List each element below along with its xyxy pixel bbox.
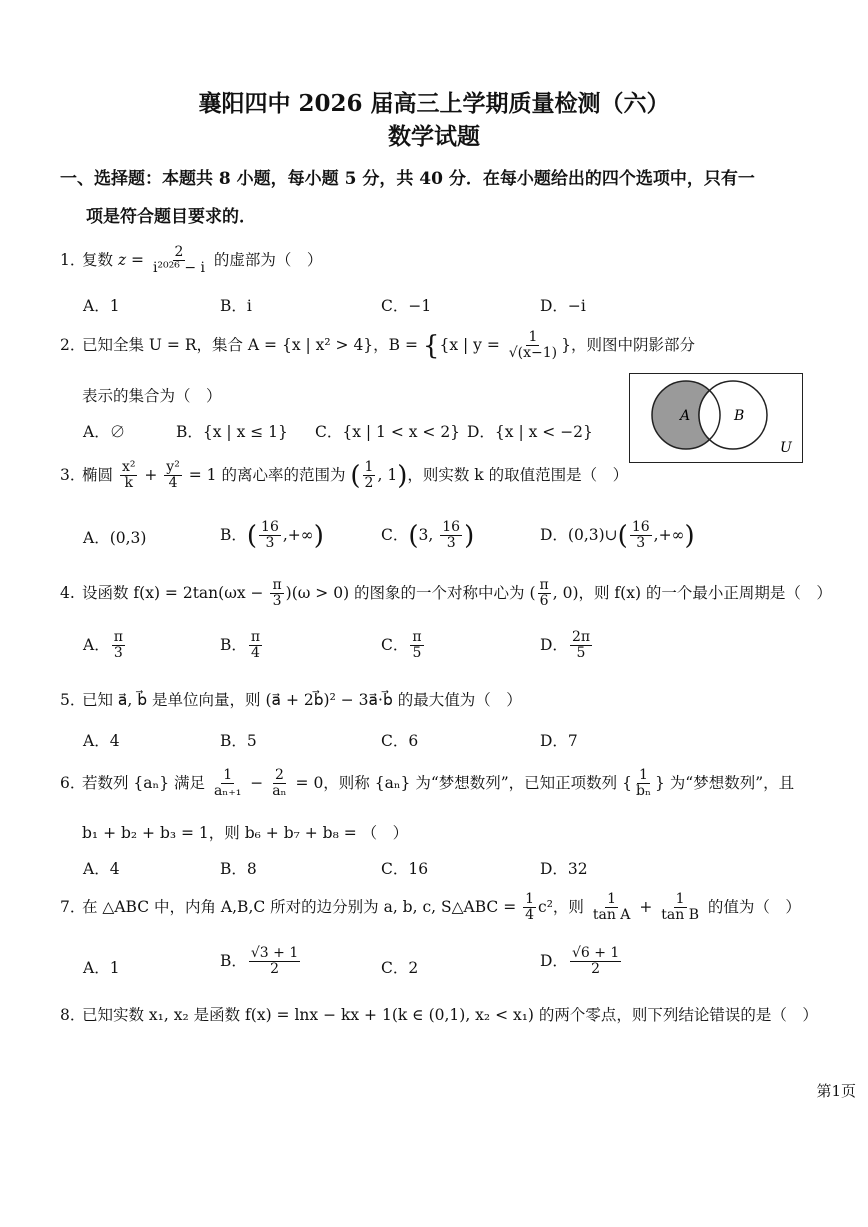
fraction-numerator: 16: [631, 519, 650, 535]
fraction-denominator: 4: [251, 645, 260, 662]
fraction-numerator: π: [113, 629, 123, 645]
question-5: [60, 688, 522, 710]
option-text: ,+∞: [282, 525, 314, 544]
option-a[interactable]: A．4: [83, 860, 120, 878]
fraction: [634, 768, 653, 800]
question-text: = 0，则称 {aₙ} 为“梦想数列”，已知正项数列 {: [290, 773, 632, 792]
fraction-numerator: 1: [607, 891, 617, 907]
fraction: [212, 768, 243, 800]
fraction: [410, 630, 423, 662]
fraction-denominator: k: [124, 475, 133, 492]
option-b[interactable]: [220, 630, 264, 662]
fraction-numerator: y²: [166, 459, 180, 475]
question-text: 已知 a⃗, b⃗ 是单位向量，则 (a⃗ + 2b⃗)² − 3a⃗·b⃗ 的最大值为（ ）: [82, 691, 522, 709]
fraction: [440, 520, 462, 552]
question-text: c²，则: [538, 897, 589, 916]
fraction-numerator: π: [412, 629, 422, 645]
fraction-numerator: π: [250, 629, 261, 645]
fraction-denominator: 3: [113, 645, 123, 662]
option-b[interactable]: B．i: [220, 297, 252, 315]
fraction: [538, 578, 551, 610]
question-8: [60, 1003, 818, 1025]
option-d[interactable]: [540, 946, 623, 978]
fraction-numerator: 1: [675, 891, 685, 907]
question-text: , 0)，则 f(x) 的一个最小正周期是（ ）: [552, 583, 832, 602]
fraction: [570, 946, 621, 978]
option-b[interactable]: B．{x | x ≤ 1}: [176, 423, 288, 441]
question-text: , 1: [377, 465, 398, 484]
fraction: [249, 630, 262, 662]
fraction-numerator: 2: [174, 244, 184, 260]
question-6: [60, 768, 794, 800]
exam-subtitle: 数学试题: [388, 123, 480, 150]
fraction-denominator: 3: [446, 535, 456, 552]
fraction-denominator: aₙ: [272, 783, 287, 800]
question-text: } 为“梦想数列”，且: [655, 773, 795, 792]
fraction-denominator: aₙ₊₁: [213, 783, 242, 800]
fraction-denominator: bₙ: [635, 783, 652, 800]
fraction-denominator: 2: [364, 475, 374, 492]
question-text: 复数: [82, 250, 118, 269]
question-text: )(ω > 0) 的图象的一个对称中心为 (: [285, 583, 536, 602]
fraction-numerator: 2π: [571, 629, 591, 645]
fraction: [591, 892, 633, 924]
question-number: 5．: [60, 691, 86, 709]
fraction-denominator: 4: [525, 907, 535, 924]
option-label: D．(0,3)∪: [540, 525, 618, 544]
question-number: 3．: [60, 465, 86, 484]
question-6-line2: b₁ + b₂ + b₃ = 1，则 b₆ + b₇ + b₈ = （ ）: [82, 824, 409, 842]
fraction: [363, 460, 376, 492]
option-a[interactable]: A．4: [83, 732, 120, 750]
question-number: 2．: [60, 335, 86, 354]
option-c[interactable]: C．−1: [381, 297, 432, 315]
fraction-denominator: 5: [576, 645, 586, 662]
question-text: −: [245, 773, 269, 792]
fraction: [570, 630, 592, 662]
section-heading-line1: 一、选择题：本题共 8 小题，每小题 5 分，共 40 分．在每小题给出的四个选项中，只有一: [60, 169, 755, 189]
option-a[interactable]: A．(0,3): [83, 529, 147, 547]
fraction-denominator: tan A: [592, 907, 631, 924]
fraction-denominator: 3: [265, 535, 275, 552]
option-b[interactable]: [220, 946, 302, 978]
question-2-line2: 表示的集合为（ ）: [82, 387, 222, 405]
question-text: 椭圆: [82, 465, 118, 484]
question-7: [60, 892, 801, 924]
option-label: C．: [381, 525, 409, 544]
question-text: 已知全集 U = R，集合 A = {x | x² > 4}，B =: [82, 335, 423, 354]
question-text: = 1 的离心率的范围为: [183, 465, 351, 484]
question-text: }: [561, 335, 571, 354]
question-number: 8．: [60, 1006, 86, 1024]
fraction: [270, 578, 283, 610]
question-text: +: [634, 897, 658, 916]
fraction: [259, 520, 281, 552]
option-b[interactable]: B．5: [220, 732, 257, 750]
fraction: [523, 892, 536, 924]
fraction-denominator: 2: [270, 961, 280, 978]
option-a[interactable]: A．1: [83, 297, 120, 315]
option-text: ,+∞: [653, 525, 685, 544]
fraction-numerator: 1: [223, 767, 233, 783]
fraction: [151, 245, 207, 277]
question-text: ，则图中阴影部分: [571, 335, 696, 354]
fraction-denominator: 3: [272, 593, 282, 610]
fraction-numerator: 1: [364, 459, 374, 475]
fraction: [249, 946, 300, 978]
option-d[interactable]: D．{x | x < −2}: [467, 423, 593, 441]
fraction-denominator: 2: [591, 961, 601, 978]
question-text: 若数列 {aₙ} 满足: [82, 773, 210, 792]
question-number: 4.: [60, 583, 75, 602]
question-text: ，则实数 k 的取值范围是（ ）: [407, 465, 629, 484]
fraction: [507, 330, 559, 362]
fraction-numerator: 16: [261, 519, 279, 535]
universe-label: U: [780, 440, 792, 456]
question-4: [60, 578, 832, 610]
fraction-denominator: 5: [412, 645, 422, 662]
option-a[interactable]: A．∅: [83, 423, 126, 441]
set-a-label: A: [680, 408, 691, 424]
option-label: D．: [540, 951, 568, 970]
set-b-label: B: [734, 408, 745, 424]
option-b[interactable]: B．8: [220, 860, 257, 878]
question-text: +: [139, 465, 163, 484]
option-c[interactable]: [381, 630, 426, 662]
option-label: D．: [540, 635, 568, 654]
option-text: 3,: [418, 525, 439, 544]
option-label: B．: [220, 525, 247, 544]
section-heading-line2: 项是符合题目要求的．: [86, 207, 256, 227]
option-d[interactable]: D．32: [540, 860, 588, 878]
option-b[interactable]: B．( $\frac{16}{3}$ ,+∞): [220, 519, 324, 552]
option-label: A．: [83, 635, 110, 654]
question-text: 已知实数 x₁, x₂ 是函数 f(x) = lnx − kx + 1(k ∈ (0,1), x₂ < x₁) 的两个零点，则下列结论错误的是（ ）: [82, 1006, 818, 1024]
option-label: B．: [220, 951, 247, 970]
fraction: [120, 460, 138, 492]
fraction: [112, 630, 125, 662]
option-c[interactable]: C．(3, $\frac{16}{3}$ ): [381, 519, 475, 552]
fraction: [659, 892, 701, 924]
fraction-numerator: 16: [442, 519, 461, 535]
fraction-numerator: π: [539, 577, 549, 593]
question-number: 1．: [60, 250, 86, 269]
option-c[interactable]: C．{x | 1 < x < 2}: [315, 423, 461, 441]
fraction-denominator: tan B: [661, 907, 699, 924]
fraction-denominator: √(x−1): [508, 345, 558, 362]
option-c[interactable]: C．6: [381, 732, 419, 750]
page-number: 第1页: [816, 1082, 856, 1100]
section-heading: [60, 160, 830, 236]
fraction-numerator: π: [272, 577, 282, 593]
fraction-denominator: 4: [168, 475, 178, 492]
option-d[interactable]: D．7: [540, 732, 578, 750]
question-1: [60, 245, 322, 277]
option-label: C．: [381, 635, 409, 654]
fraction-denominator: 6: [539, 593, 549, 610]
question-number: 7．: [60, 897, 86, 916]
option-a[interactable]: A．1: [83, 959, 120, 977]
venn-diagram: [629, 373, 803, 463]
fraction-numerator: √6 + 1: [571, 945, 620, 961]
option-c[interactable]: C．16: [381, 860, 429, 878]
fraction-numerator: 1: [528, 329, 538, 345]
fraction-denominator: 3: [636, 535, 646, 552]
fraction-numerator: √3 + 1: [250, 945, 299, 961]
venn-svg: [630, 374, 802, 462]
fraction-denominator: i²⁰²⁶ − i: [152, 260, 205, 277]
fraction: [630, 520, 652, 552]
question-2: 2．已知全集 U = R，集合 A = {x | x² > 4}，B = {{x | y = $\frac{1}{√(x-1)}$ }，则图中阴影部分: [60, 329, 696, 362]
fraction-numerator: x²: [121, 459, 136, 475]
question-text: 在 △ABC 中，内角 A,B,C 所对的边分别为 a, b, c, S△ABC =: [82, 897, 522, 916]
fraction-numerator: 1: [525, 891, 535, 907]
fraction: [270, 768, 288, 800]
fraction-numerator: 2: [274, 767, 284, 783]
option-d[interactable]: [540, 630, 594, 662]
question-text: 的虚部为（ ）: [209, 250, 323, 269]
question-text: 设函数 f(x) = 2tan(ωx −: [82, 583, 269, 602]
option-d[interactable]: D．(0,3)∪( $\frac{16}{3}$ ,+∞): [540, 519, 695, 552]
option-a[interactable]: [83, 630, 127, 662]
question-text: {x | y =: [439, 335, 505, 354]
option-d[interactable]: D．−i: [540, 297, 586, 315]
exam-title: 襄阳四中 2026 届高三上学期质量检测（六）: [198, 90, 670, 117]
question-text: 的值为（ ）: [703, 897, 801, 916]
question-number: 6．: [60, 773, 86, 792]
option-c[interactable]: C．2: [381, 959, 419, 977]
question-3: 3．椭圆 $\frac{\text{x²}}{k}$ + $\frac{\text{y²}}{4}$ = 1 的离心率的范围为 ( $\frac{1}{2}$ , 1)，则实数 k 的取值范围是（ ）: [60, 459, 629, 492]
fraction: [164, 460, 182, 492]
fraction-numerator: 1: [639, 767, 648, 783]
question-text: z =: [117, 250, 149, 269]
option-label: B．: [220, 635, 247, 654]
